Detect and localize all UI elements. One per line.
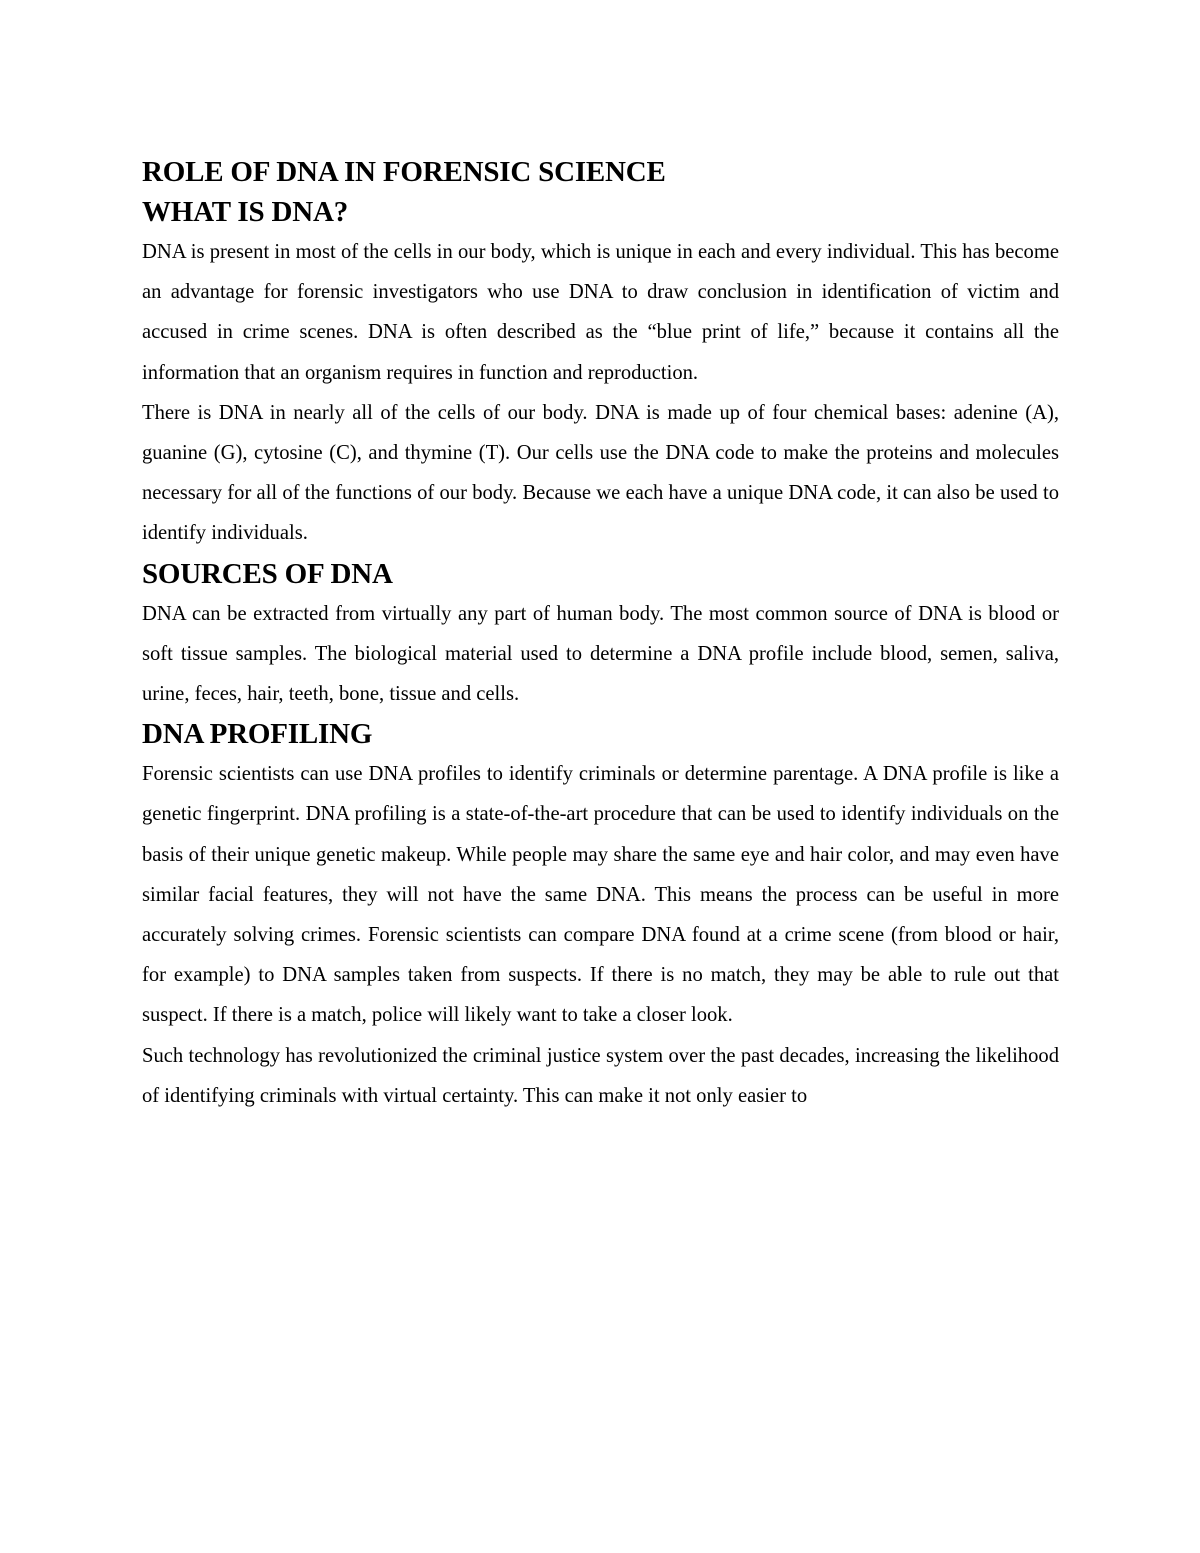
section-heading-dna-profiling: DNA PROFILING [142,718,373,751]
paragraph-what-is-dna-2: There is DNA in nearly all of the cells of our body. DNA is made up of four chemical bases: adenine (A), guanine (G), cytosine (C), and thymine (T). Our cells use the DNA code to make the proteins and molecules necessary for all of the functions of our body. Because we each have a unique DNA code, it can also be used to identify individuals. [142,401,1059,545]
paragraph-sources-of-dna: DNA can be extracted from virtually any part of human body. The most common source of DNA is blood or soft tissue samples. The biological material used to determine a DNA profile include blood, semen, saliva, urine, feces, hair, teeth, bone, tissue and cells. [142,602,1059,706]
section-heading-sources-of-dna: SOURCES OF DNA [142,557,393,590]
document-body [142,152,1059,1116]
document-title: ROLE OF DNA IN FORENSIC SCIENCE [142,156,666,188]
paragraph-what-is-dna-1: DNA is present in most of the cells in our body, which is unique in each and every individual. This has become an advantage for forensic investigators who use DNA to draw conclusion in identification of victim and accused in crime scenes. DNA is often described as the “blue print of life,” because it contains all the information that an organism requires in function and reproduction. [142,241,1059,384]
section-heading-what-is-dna: WHAT IS DNA? [142,196,349,228]
paragraph-dna-profiling-2: Such technology has revolutionized the criminal justice system over the past decades, increasing the likelihood of identifying criminals with virtual certainty. This can make it not only easier to [142,1044,1059,1107]
paragraph-dna-profiling-1: Forensic scientists can use DNA profiles to identify criminals or determine parentage. A DNA profile is like a genetic fingerprint. DNA profiling is a state-of-the-art procedure that can be used to identify individuals on the basis of their unique genetic makeup. While people may share the same eye and hair color, and may even have similar facial features, they will not have the same DNA. This means the process can be useful in more accurately solving crimes. Forensic scientists can compare DNA found at a crime scene (from blood or hair, for example) to DNA samples taken from suspects. If there is no match, they may be able to rule out that suspect. If there is a match, police will likely want to take a closer look. [142,763,1059,1027]
